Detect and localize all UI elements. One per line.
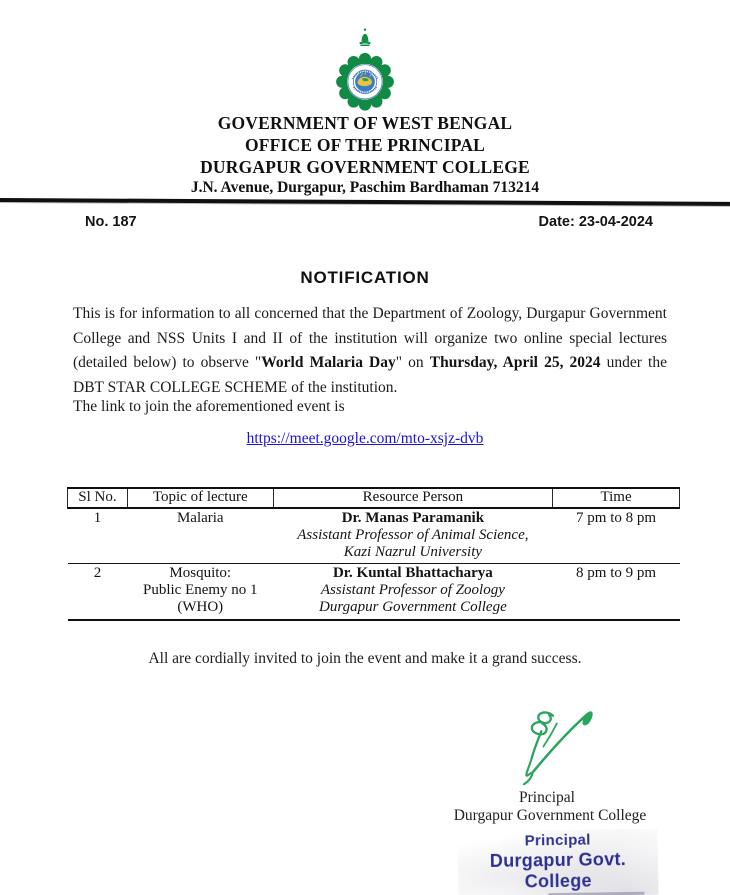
cell-resource-person xyxy=(273,508,552,564)
google-meet-link[interactable]: https://meet.google.com/mto-xsjz-dvb xyxy=(246,430,484,447)
stamp-title: Principal xyxy=(524,831,591,850)
cell-sl-no: 1 xyxy=(68,508,128,564)
topic-line: Mosquito: xyxy=(169,565,232,581)
event-date-bold: Thursday, April 25, 2024 xyxy=(429,354,601,371)
closing-line: All are cordially invited to join the event and make it a grand success. xyxy=(148,650,582,667)
link-intro-text: The link to join the aforementioned event is xyxy=(73,398,345,415)
document-date: Date: 23-04-2024 xyxy=(538,214,653,230)
cell-resource-person xyxy=(273,564,552,621)
header-time: Time xyxy=(553,488,680,508)
paragraph-lead: This is for information to all concerned that the Department of Zoology, Durgapur Government College and NSS Units I and II of the institution will organize two online special lectures (detailed below) to observe " xyxy=(73,305,667,371)
topic-line: Public Enemy no 1 (WHO) xyxy=(142,582,258,615)
meta-row xyxy=(0,214,730,234)
person-name: Dr. Manas Paramanik xyxy=(341,510,485,526)
page-title: NOTIFICATION xyxy=(300,268,430,287)
letterhead xyxy=(0,112,730,198)
table-row xyxy=(68,564,680,621)
org-address: J.N. Avenue, Durgapur, Paschim Bardhaman 713214 xyxy=(190,179,540,196)
lecture-schedule-table xyxy=(67,487,680,621)
cell-topic xyxy=(127,508,273,564)
org-name-line1: GOVERNMENT OF WEST BENGAL xyxy=(217,113,513,133)
west-bengal-emblem-icon xyxy=(327,26,403,114)
topic-line: Malaria xyxy=(176,510,224,526)
reference-number: No. 187 xyxy=(85,214,137,230)
header-sl-no: Sl No. xyxy=(68,488,128,508)
person-name: Dr. Kuntal Bhattacharya xyxy=(332,565,493,581)
meet-link-row xyxy=(0,430,730,448)
signatory-title: Principal xyxy=(519,789,575,806)
paragraph-tail: under the DBT STAR COLLEGE SCHEME of the institution. xyxy=(73,354,667,396)
office-stamp xyxy=(458,829,659,895)
org-name-line3: DURGAPUR GOVERNMENT COLLEGE xyxy=(200,157,530,177)
header-rule xyxy=(0,198,730,206)
cell-time: 8 pm to 9 pm xyxy=(553,564,680,621)
header-topic: Topic of lecture xyxy=(127,488,273,508)
org-name-line2: OFFICE OF THE PRINCIPAL xyxy=(244,135,486,155)
event-name-bold: World Malaria Day xyxy=(261,354,396,371)
cell-topic xyxy=(127,564,273,621)
table-row xyxy=(68,508,680,564)
cell-time: 7 pm to 8 pm xyxy=(553,508,680,564)
stamp-organization: Durgapur Govt. College xyxy=(489,849,627,892)
cell-sl-no: 2 xyxy=(68,564,128,621)
body-paragraph xyxy=(73,302,667,400)
person-organization: Kazi Nazrul University xyxy=(343,543,483,560)
person-role: Assistant Professor of Zoology xyxy=(320,582,505,598)
signatory-organization: Durgapur Government College xyxy=(453,807,647,824)
table-header-row xyxy=(68,488,680,508)
person-role: Assistant Professor of Animal Science, xyxy=(297,527,529,543)
signature-scribble-icon xyxy=(498,708,606,790)
person-organization: Durgapur Government College xyxy=(319,598,507,615)
paragraph-mid: " on xyxy=(395,354,430,371)
header-resource-person: Resource Person xyxy=(273,488,552,508)
